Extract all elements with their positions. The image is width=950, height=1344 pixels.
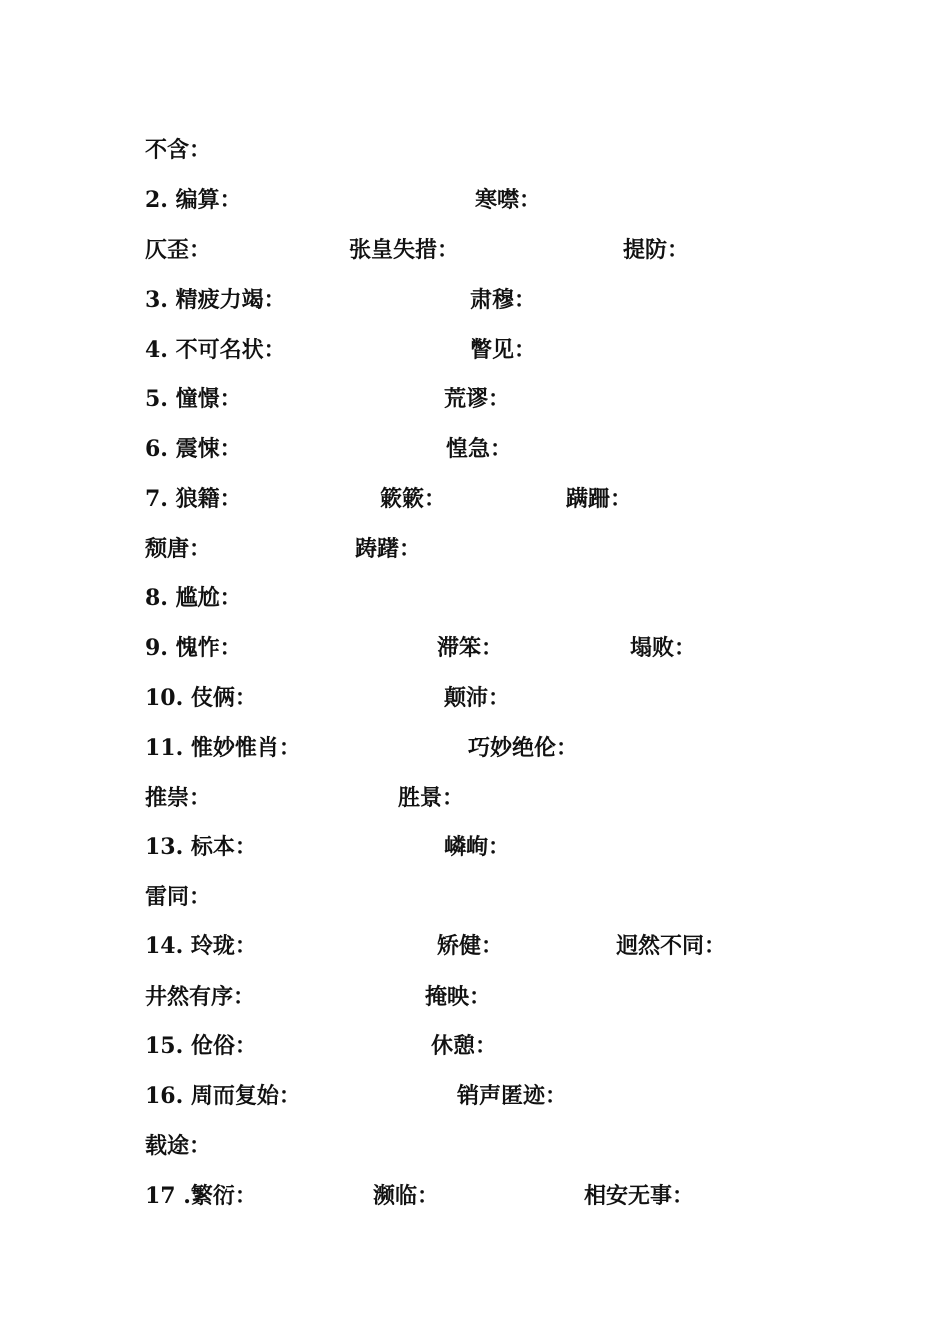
vocab-term: 6. 震悚： bbox=[145, 436, 242, 462]
vocab-line bbox=[0, 832, 950, 872]
vocab-term: 颓唐： bbox=[145, 536, 212, 562]
vocab-term: 濒临： bbox=[373, 1183, 440, 1209]
vocab-term: 9. 愧怍： bbox=[145, 635, 242, 661]
vocab-line bbox=[0, 434, 950, 474]
vocab-line bbox=[0, 882, 950, 922]
vocab-term: 载途： bbox=[145, 1133, 212, 1159]
vocab-term: 不含： bbox=[145, 137, 212, 163]
vocab-term: 颠沛： bbox=[444, 685, 511, 711]
vocab-term: 张皇失措： bbox=[349, 237, 460, 263]
vocab-line bbox=[0, 534, 950, 574]
vocab-term: 瞥见： bbox=[470, 337, 537, 363]
vocab-term: 巧妙绝伦： bbox=[468, 735, 579, 761]
vocab-term: 滞笨： bbox=[437, 635, 504, 661]
vocab-term: 13. 标本： bbox=[145, 834, 257, 860]
vocab-term: 16. 周而复始： bbox=[145, 1083, 301, 1109]
vocab-term: 肃穆： bbox=[470, 287, 537, 313]
vocab-line bbox=[0, 135, 950, 175]
vocab-line bbox=[0, 1131, 950, 1171]
vocab-term: 寒噤： bbox=[475, 187, 542, 213]
vocab-term: 4. 不可名状： bbox=[145, 337, 286, 363]
vocab-term: 荒谬： bbox=[444, 386, 511, 412]
vocab-line bbox=[0, 1081, 950, 1121]
vocab-line bbox=[0, 384, 950, 424]
vocab-term: 嶙峋： bbox=[444, 834, 511, 860]
vocab-line bbox=[0, 335, 950, 375]
vocab-line bbox=[0, 1181, 950, 1221]
vocab-term: 10. 伎俩： bbox=[145, 685, 257, 711]
vocab-term: 11. 惟妙惟肖： bbox=[145, 735, 301, 761]
vocab-term: 2. 编算： bbox=[145, 187, 242, 213]
vocab-term: 迥然不同： bbox=[616, 933, 727, 959]
vocab-line bbox=[0, 484, 950, 524]
vocab-line bbox=[0, 982, 950, 1022]
vocab-line bbox=[0, 285, 950, 325]
vocab-term: 塌败： bbox=[630, 635, 697, 661]
vocab-line bbox=[0, 235, 950, 275]
vocab-line bbox=[0, 1031, 950, 1071]
vocab-line bbox=[0, 583, 950, 623]
vocab-term: 簌簌： bbox=[380, 486, 447, 512]
vocab-line bbox=[0, 733, 950, 773]
vocab-term: 矫健： bbox=[437, 933, 504, 959]
vocab-term: 提防： bbox=[623, 237, 690, 263]
vocab-term: 销声匿迹： bbox=[457, 1083, 568, 1109]
vocab-term: 7. 狼籍： bbox=[145, 486, 242, 512]
vocab-term: 相安无事： bbox=[584, 1183, 695, 1209]
vocab-term: 15. 伧俗： bbox=[145, 1033, 257, 1059]
vocab-term: 仄歪： bbox=[145, 237, 212, 263]
vocab-line bbox=[0, 783, 950, 823]
vocab-term: 推崇： bbox=[145, 785, 212, 811]
vocab-line bbox=[0, 931, 950, 971]
vocab-term: 3. 精疲力竭： bbox=[145, 287, 286, 313]
vocab-term: 井然有序： bbox=[145, 984, 256, 1010]
vocab-term: 5. 憧憬： bbox=[145, 386, 242, 412]
vocab-term: 14. 玲珑： bbox=[145, 933, 257, 959]
vocab-term: 胜景： bbox=[398, 785, 465, 811]
vocab-term: 8. 尴尬： bbox=[145, 585, 242, 611]
vocab-term: 踌躇： bbox=[355, 536, 422, 562]
vocab-line bbox=[0, 633, 950, 673]
vocab-line bbox=[0, 683, 950, 723]
vocab-term: 掩映： bbox=[425, 984, 492, 1010]
vocab-line bbox=[0, 185, 950, 225]
vocab-term: 蹒跚： bbox=[566, 486, 633, 512]
vocab-term: 雷同： bbox=[145, 884, 212, 910]
vocab-term: 休憩： bbox=[431, 1033, 498, 1059]
vocab-term: 惶急： bbox=[446, 436, 513, 462]
vocab-term: 17 .繁衍： bbox=[145, 1183, 257, 1209]
